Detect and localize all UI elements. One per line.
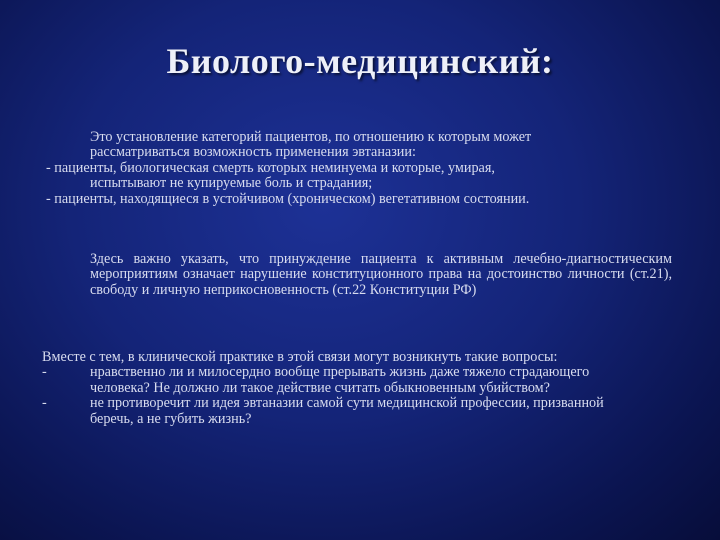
slide-title: Биолого-медицинский: xyxy=(166,41,554,81)
question-item xyxy=(42,365,682,396)
dash-bullet: - xyxy=(42,364,47,381)
definition-line: рассматриваться возможность применения эвтаназии: xyxy=(90,144,416,161)
definition-paragraph xyxy=(46,130,686,207)
patient-category-continuation: испытывают не купируемые боль и страдания; xyxy=(90,175,373,192)
questions-lead: Вместе с тем, в клинической практике в этой связи могут возникнуть такие вопросы: xyxy=(42,349,558,365)
question-text: нравственно ли и милосердно вообще прерывать жизнь даже тяжело страдающего человека? Не должно ли такое действие считать обыкновенным убийством? xyxy=(90,364,590,396)
constitution-paragraph: Здесь важно указать, что принуждение пациента к активным лечебно-диагностическим мероприятиям означает нарушение конституционного права на достоинство личности (ст.21), свободу и личную неприкосновенность (ст.22 Конституции РФ) xyxy=(90,251,672,298)
definition-line: Это установление категорий пациентов, по отношению к которым может xyxy=(90,129,532,145)
questions-section xyxy=(42,350,682,427)
question-item xyxy=(42,396,682,427)
patient-category-item: - пациенты, биологическая смерть которых неминуема и которые, умирая, xyxy=(46,159,495,176)
patient-category-item: - пациенты, находящиеся в устойчивом (хроническом) вегетативном состоянии. xyxy=(46,190,530,207)
dash-bullet: - xyxy=(42,395,47,412)
question-text: не противоречит ли идея эвтаназии самой сути медицинской профессии, призванной беречь, а не губить жизнь? xyxy=(90,395,604,427)
